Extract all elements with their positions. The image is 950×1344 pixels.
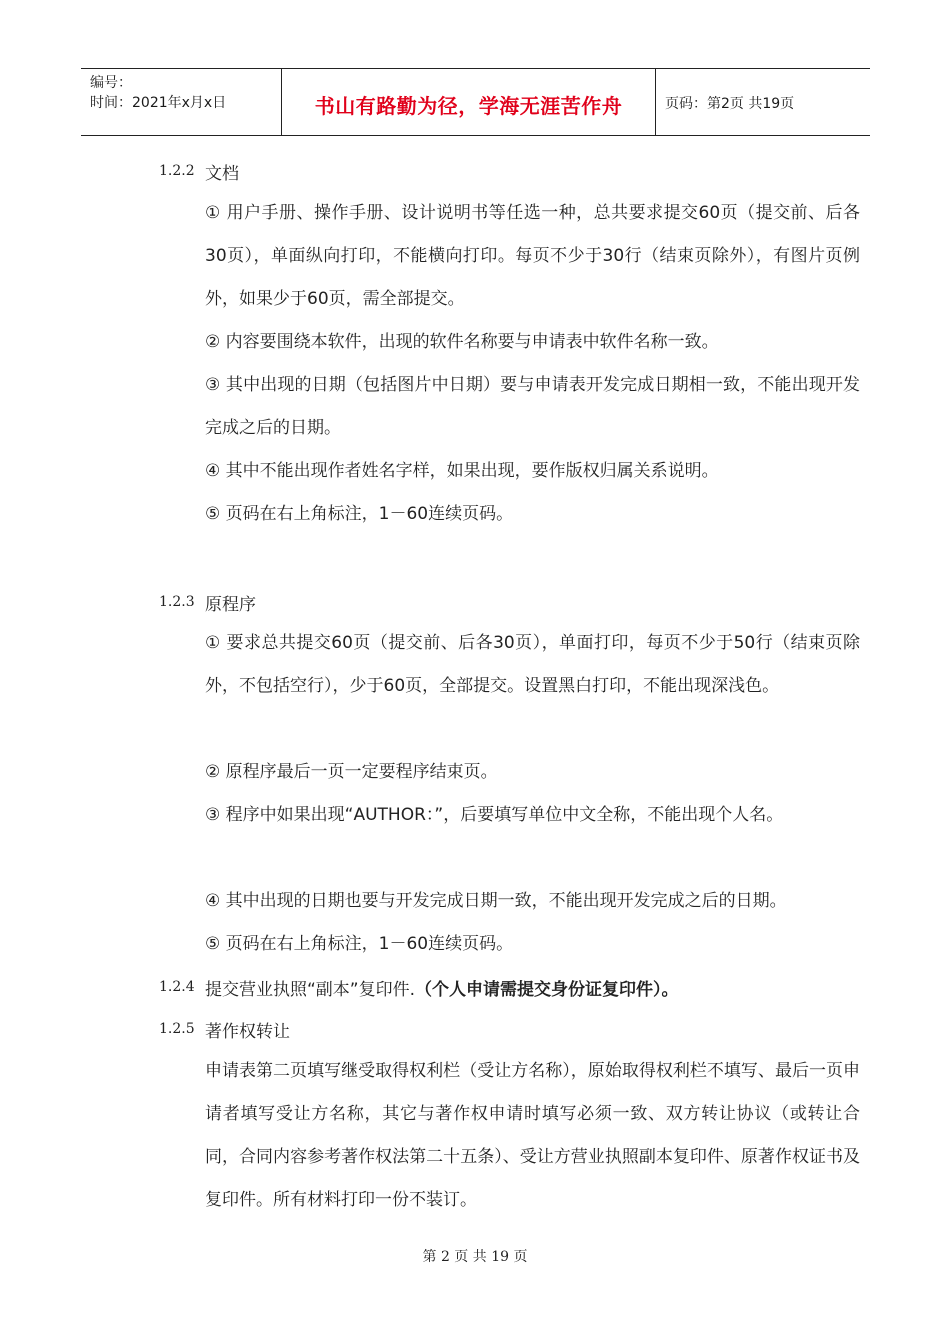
section-heading-1-2-5 <box>159 1017 290 1041</box>
list-item: ④ 其中出现的日期也要与开发完成日期一致，不能出现开发完成之后的日期。 <box>205 891 787 911</box>
page-footer <box>0 1246 950 1266</box>
list-item: ⑤ 页码在右上角标注，1－60连续页码。 <box>205 934 514 954</box>
list-item: ⑤ 页码在右上角标注，1－60连续页码。 <box>205 504 514 524</box>
header-motto-cell <box>282 69 656 135</box>
list-item: ① 要求总共提交60页（提交前、后各30页），单面打印，每页不少于50行（结束页除外，不包括空行），少于60页，全部提交。设置黑白打印，不能出现深浅色。 <box>205 633 860 696</box>
section-number: 1.2.2 <box>159 163 195 179</box>
section-number: 1.2.3 <box>159 594 195 610</box>
section-heading-1-2-4 <box>159 975 679 999</box>
list-item: ③ 其中出现的日期（包括图片中日期）要与申请表开发完成日期相一致，不能出现开发完成之后的日期。 <box>205 375 860 438</box>
list-item: ① 用户手册、操作手册、设计说明书等任选一种，总共要求提交60页（提交前、后各30页），单面纵向打印，不能横向打印。每页不少于30行（结束页除外），有图片页例外，如果少于60页，需全部提交。 <box>205 203 860 309</box>
list-item: ② 原程序最后一页一定要程序结束页。 <box>205 762 498 782</box>
list-item: ② 内容要围绕本软件，出现的软件名称要与申请表中软件名称一致。 <box>205 332 719 352</box>
header-meta-cell <box>81 69 282 135</box>
section-paragraph: 申请表第二页填写继受取得权利栏（受让方名称），原始取得权利栏不填写、最后一页申请者填写受让方名称，其它与著作权申请时填写必须一致、双方转让协议（或转让合同，合同内容参考著作权法第二十五条）、受让方营业执照副本复印件、原著作权证书及复印件。所有材料打印一份不装订。 <box>205 1061 860 1210</box>
section-title: 著作权转让 <box>205 1021 290 1042</box>
section-title: 提交营业执照“副本”复印件. <box>205 979 416 1000</box>
footer-page-number: 第 2 页 共 19 页 <box>422 1249 528 1265</box>
number-label: 编号： <box>90 75 132 91</box>
section-title: 文档 <box>205 163 239 184</box>
section-title: 原程序 <box>205 594 256 615</box>
list-item: ③ 程序中如果出现“AUTHOR：”，后要填写单位中文全称，不能出现个人名。 <box>205 805 784 825</box>
section-number: 1.2.4 <box>159 979 195 995</box>
header-page-cell <box>656 69 870 135</box>
section-bold-note: （个人申请需提交身份证复印件）。 <box>415 979 679 1000</box>
section-heading-1-2-2 <box>159 159 239 183</box>
section-heading-1-2-3 <box>159 590 256 614</box>
page-header <box>81 68 870 136</box>
list-item: ④ 其中不能出现作者姓名字样，如果出现，要作版权归属关系说明。 <box>205 461 719 481</box>
page-info: 页码：第2页 共19页 <box>665 96 795 112</box>
section-number: 1.2.5 <box>159 1021 195 1037</box>
motto-text: 书山有路勤为径，学海无涯苦作舟 <box>314 93 623 118</box>
time-label: 时间：2021年x月x日 <box>90 95 227 111</box>
